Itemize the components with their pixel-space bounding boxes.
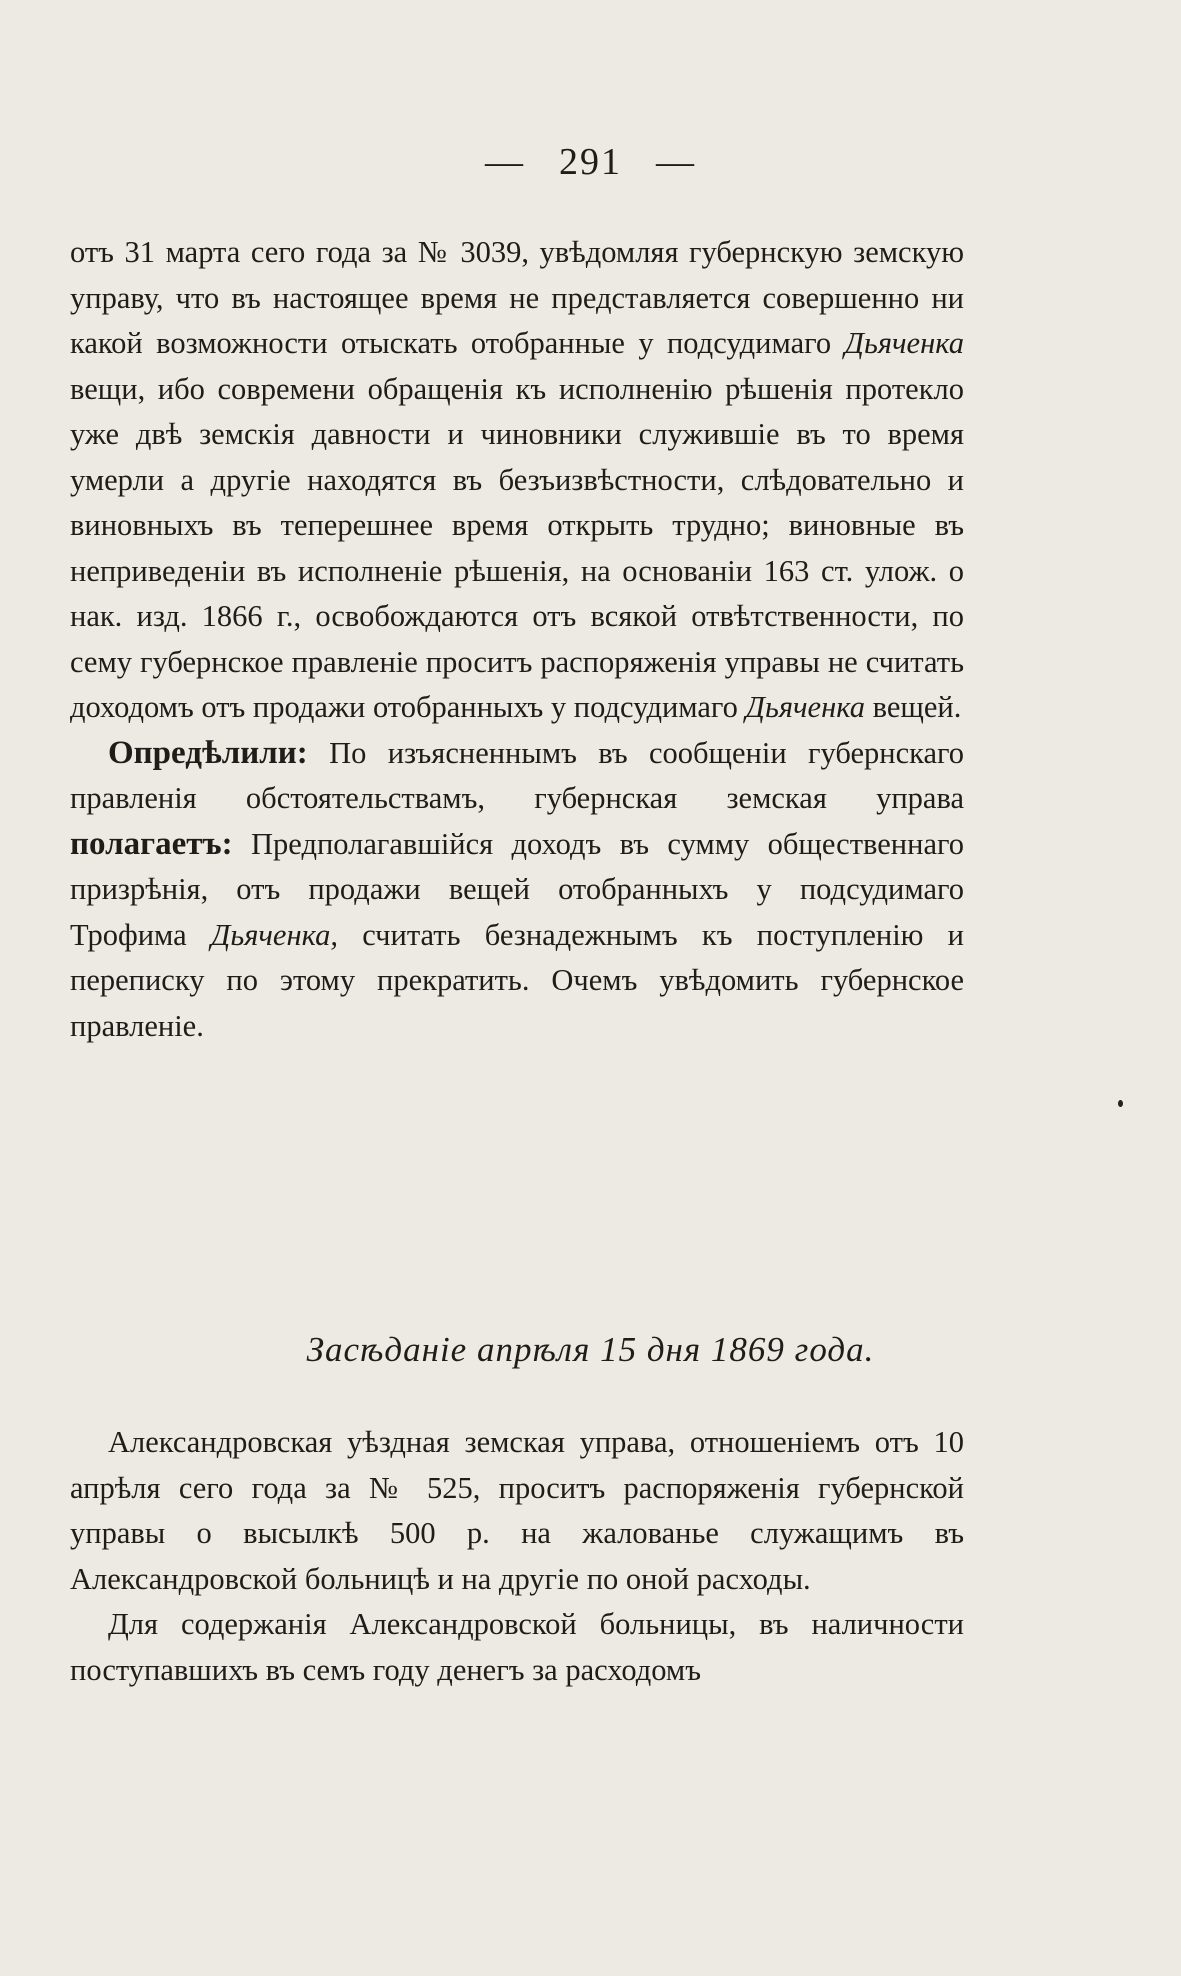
paragraph-request: Александровская уѣздная земская управа, отношеніемъ отъ 10 апрѣля сего года за № 525, проситъ распоряженія губернской управы о высылкѣ 500 р. на жалованье служащимъ въ Александровской больницѣ и на другіе по оной расходы.: [70, 1425, 964, 1596]
paragraph-resolution: [70, 731, 964, 1050]
bold-keyword: полагаетъ:: [70, 825, 233, 862]
paragraph-text: По изъясненнымъ въ сообщеніи губернскаго правленія обстоятельствамъ, губернская земская управа: [70, 735, 964, 815]
paragraph-report: [70, 230, 964, 731]
continued-text-block: [70, 230, 964, 1049]
page-number: [0, 140, 1181, 184]
page-number-dash-left: —: [485, 141, 525, 183]
paragraph-continuation: Для содержанія Александровской больницы, въ наличности поступавшихъ въ семъ году денегъ за расходомъ: [70, 1607, 964, 1687]
paragraph-text: вещи, ибо современи обращенія къ исполненію рѣшенія протекло уже двѣ земскія давности и чиновники служившіе въ то время умерли а другіе находятся въ безъизвѣстности, слѣдовательно и виновныхъ въ теперешнее время открыть трудно; виновные въ неприведеніи въ исполненіе рѣшенія, на основаніи 163 ст. улож. о нак. изд. 1866 г., освобождаются отъ всякой отвѣтственности, по сему губернское правленіе проситъ распоряженія управы не считать доходомъ отъ продажи отобранныхъ у подсудимаго: [70, 371, 964, 724]
italic-name: Дьяченка: [745, 690, 865, 724]
paragraph-text: считать безнадежнымъ къ поступленію и переписку по этому прекратить. Очемъ увѣдомить губернское правленіе.: [70, 917, 965, 1043]
session-text-block: [70, 1420, 964, 1693]
paragraph-text: отъ 31 марта сего года за № 3039, увѣдомляя губернскую земскую управу, что въ настоящее время не представляется совершенно ни какой возможности отыскать отобранные у подсудимаго: [70, 235, 964, 360]
page-number-dash-right: —: [656, 141, 696, 183]
session-heading: Засѣданіе апрѣля 15 дня 1869 года.: [306, 1330, 875, 1369]
italic-name: Дьяченка: [844, 326, 964, 360]
italic-name: Дьяченка,: [210, 917, 338, 952]
paragraph-text: Предполагавшійся доходъ въ сумму общественнаго призрѣнія, отъ продажи вещей отобранныхъ у подсудимаго Трофима: [70, 826, 964, 952]
page-number-value: 291: [559, 141, 622, 183]
ink-speck: [1118, 1100, 1123, 1107]
paragraph-text: вещей.: [865, 690, 962, 724]
bold-keyword: Опредѣлили:: [108, 734, 308, 771]
